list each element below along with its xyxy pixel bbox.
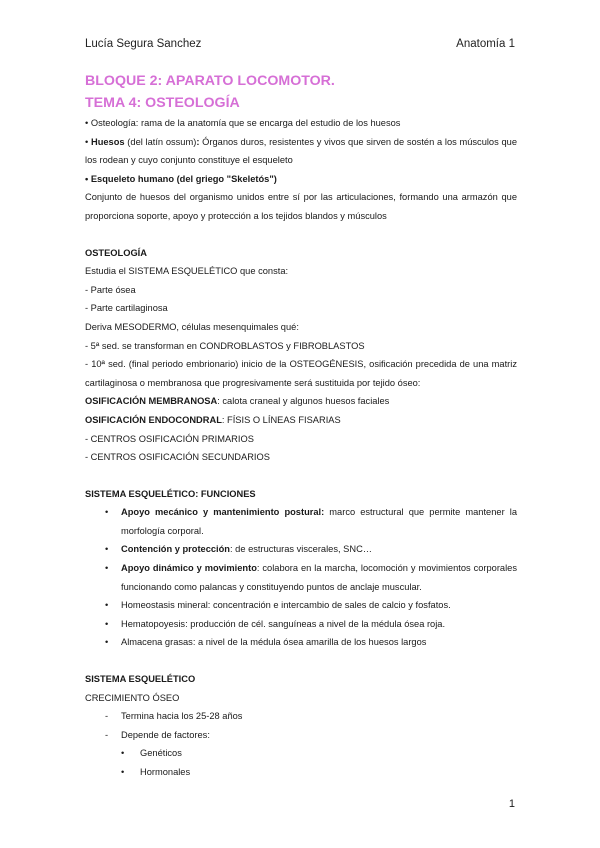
block-title: BLOQUE 2: APARATO LOCOMOTOR. (85, 73, 335, 89)
header-subject: Anatomía 1 (456, 38, 515, 50)
osteologia-line: - 10ª sed. (final periodo embrionario) inicio de la OSTEOGÉNESIS, osificación precedida de una matriz cartilaginosa o membranosa que progresivamente será sustituida por tejido óseo: (85, 359, 517, 388)
funcion-text: : colabora en la marcha, locomoción y movimientos corporales funcionando como palancas y constituyendo puntos de anclaje muscular. (121, 563, 517, 592)
huesos-colon: : (196, 136, 200, 147)
funcion-term: Contención y protección (121, 544, 230, 555)
list-item (85, 559, 517, 596)
osificacion-endocondral-text: : FÍSIS O LÍNEAS FISARIAS (221, 414, 341, 425)
page-number: 1 (508, 798, 515, 810)
intro-esqueleto-definition: Conjunto de huesos del organismo unidos entre sí por las articulaciones, formando una armazón que proporciona soporte, apoyo y protección a los tejidos blandos y músculos (85, 192, 517, 221)
osificacion-membranosa-text: : calota craneal y algunos huesos faciales (217, 396, 390, 407)
document-body (85, 70, 517, 782)
funcion-text: Homeostasis mineral: concentración e intercambio de sales de calcio y fosfatos. (121, 600, 451, 611)
huesos-origin: (del latín ossum) (124, 136, 197, 147)
osificacion-membranosa-term: OSIFICACIÓN MEMBRANOSA (85, 396, 218, 407)
header-author: Lucía Segura Sanchez (85, 38, 202, 50)
osteologia-line: Deriva MESODERMO, células mesenquimales qué: (85, 321, 299, 332)
section-heading-sistema: SISTEMA ESQUELÉTICO (85, 674, 196, 685)
list-item (85, 615, 517, 634)
crecimiento-subheading: CRECIMIENTO ÓSEO (85, 692, 180, 703)
list-item (85, 503, 517, 540)
osteologia-line: - CENTROS OSIFICACIÓN PRIMARIOS (85, 433, 254, 444)
funcion-term: Apoyo mecánico y mantenimiento postural: (121, 507, 325, 518)
esqueleto-term: • Esqueleto humano (del griego "Skeletós") (85, 173, 277, 184)
osteologia-line: - 5ª sed. se transforman en CONDROBLASTOS y FIBROBLASTOS (85, 340, 365, 351)
funcion-term: Apoyo dinámico y movimiento (121, 563, 257, 574)
bullet-prefix: • (85, 136, 91, 147)
osificacion-endocondral (85, 411, 517, 430)
list-item: • Genéticos (85, 744, 517, 763)
factores-label: Depende de factores: (121, 729, 210, 740)
topic-title: TEMA 4: OSTEOLOGÍA (85, 95, 240, 111)
list-item: • Hormonales (85, 763, 517, 782)
intro-osteologia (85, 114, 517, 133)
osificacion-endocondral-term: OSIFICACIÓN ENDOCONDRAL (85, 414, 222, 425)
osteologia-line: - Parte cartilaginosa (85, 303, 168, 314)
list-item: - Termina hacia los 25-28 años (85, 707, 517, 726)
funcion-text: Almacena grasas: a nivel de la médula ósea amarilla de los huesos largos (121, 637, 427, 648)
osteologia-line: - CENTROS OSIFICACIÓN SECUNDARIOS (85, 452, 270, 463)
funcion-text: Hematopoyesis: producción de cél. sanguíneas a nivel de la médula ósea roja. (121, 618, 446, 629)
huesos-term: Huesos (90, 136, 125, 147)
osteologia-line: Estudia el SISTEMA ESQUELÉTICO que consta: (85, 266, 289, 277)
section-heading-funciones: SISTEMA ESQUELÉTICO: FUNCIONES (85, 488, 256, 499)
section-heading-osteologia: OSTEOLOGÍA (85, 247, 147, 258)
funcion-text: : de estructuras viscerales, SNC… (230, 544, 373, 555)
funcion-text: marco estructural que permite mantener la morfología corporal. (121, 507, 517, 536)
crecimiento-list (85, 707, 517, 744)
huesos-definition: Órganos duros, resistentes y vivos que sirven de sostén a los músculos que los rodean y cuyo conjunto constituye el esqueleto (85, 136, 517, 166)
list-item (85, 633, 517, 652)
factores-list (85, 744, 517, 781)
funciones-list (85, 503, 517, 652)
osificacion-membranosa (85, 392, 517, 411)
list-item (85, 540, 517, 559)
intro-huesos (85, 133, 517, 170)
osteologia-line: - Parte ósea (85, 284, 136, 295)
intro-esqueleto (85, 170, 517, 189)
list-item (85, 726, 517, 745)
list-item (85, 596, 517, 615)
intro-osteologia-text: • Osteología: rama de la anatomía que se encarga del estudio de los huesos (85, 118, 401, 128)
